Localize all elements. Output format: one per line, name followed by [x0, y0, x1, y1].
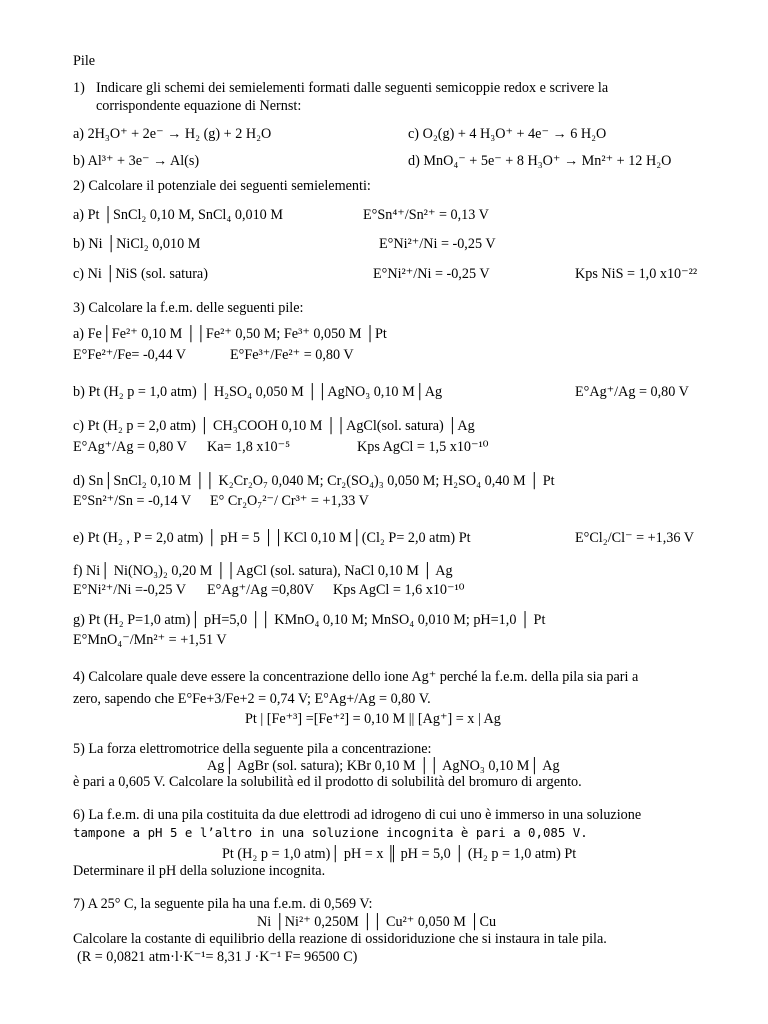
document-title: Pile: [73, 53, 96, 69]
section-3-heading: 3) Calcolare la f.e.m. delle seguenti pile:: [73, 300, 304, 316]
semicell-a: a) Pt │SnCl₂ 0,10 M, SnCl₄ 0,010 M: [73, 207, 283, 223]
section-1-number: 1): [73, 80, 85, 96]
section-5-line-3: è pari a 0,605 V. Calcolare la solubilità ed il prodotto di solubilità del bromuro di argento.: [73, 774, 582, 790]
cell-f-kps: Kps AgCl = 1,6 x10⁻¹⁰: [333, 582, 465, 598]
cell-b-potential: E°Ag⁺/Ag = 0,80 V: [575, 384, 689, 400]
cell-d: d) Sn│SnCl₂ 0,10 M ││ K₂Cr₂O₇ 0,040 M; Cr₂(SO₄)₃ 0,050 M; H₂SO₄ 0,40 M │ Pt: [73, 473, 555, 489]
cell-e: e) Pt (H₂ , P = 2,0 atm) │ pH = 5 ││KCl 0,10 M│(Cl₂ P= 2,0 atm) Pt: [73, 530, 471, 546]
cell-a-potential-2: E°Fe³⁺/Fe²⁺ = 0,80 V: [230, 347, 354, 363]
reaction-b: b) Al³⁺ + 3e⁻ → Al(s): [73, 153, 200, 169]
semicell-c: c) Ni │NiS (sol. satura): [73, 266, 208, 282]
section-6-cell: Pt (H₂ p = 1,0 atm)│ pH = x ║ pH = 5,0 │ (H₂ p = 1,0 atm) Pt: [222, 846, 577, 862]
cell-e-potential: E°Cl₂/Cl⁻ = +1,36 V: [575, 530, 694, 546]
cell-d-potential-1: E°Sn²⁺/Sn = -0,14 V: [73, 493, 192, 509]
semicell-c-standard-potential: E°Ni²⁺/Ni = -0,25 V: [373, 266, 490, 282]
section-5-line-1: 5) La forza elettromotrice della seguente pila a concentrazione:: [73, 741, 432, 757]
section-1-instruction-line-2: corrispondente equazione di Nernst:: [96, 98, 302, 114]
semicell-b: b) Ni │NiCl₂ 0,010 M: [73, 236, 201, 252]
semicell-b-standard-potential: E°Ni²⁺/Ni = -0,25 V: [379, 236, 496, 252]
section-4-line-1: 4) Calcolare quale deve essere la concentrazione dello ione Ag⁺ perché la f.e.m. della pila sia pari a: [73, 669, 639, 685]
section-2-heading: 2) Calcolare il potenziale dei seguenti semielementi:: [73, 178, 371, 194]
semicell-c-kps: Kps NiS = 1,0 x10⁻²²: [575, 266, 698, 282]
section-7-cell: Ni │Ni²⁺ 0,250M ││ Cu²⁺ 0,050 M │Cu: [257, 914, 497, 930]
cell-g-potential: E°MnO₄⁻/Mn²⁺ = +1,51 V: [73, 632, 227, 648]
reaction-d: d) MnO₄⁻ + 5e⁻ + 8 H₃O⁺ → Mn²⁺ + 12 H₂O: [408, 153, 672, 169]
cell-c-kps: Kps AgCl = 1,5 x10⁻¹⁰: [357, 439, 489, 455]
cell-b: b) Pt (H₂ p = 1,0 atm) │ H₂SO₄ 0,050 M ││AgNO₃ 0,10 M│Ag: [73, 384, 443, 400]
cell-a-potential-1: E°Fe²⁺/Fe= -0,44 V: [73, 347, 187, 363]
cell-c-ka: Ka= 1,8 x10⁻⁵: [207, 439, 291, 455]
section-4-line-2: zero, sapendo che E°Fe+3/Fe+2 = 0,74 V; E°Ag+/Ag = 0,80 V.: [73, 691, 431, 707]
cell-f: f) Ni│ Ni(NO₃)₂ 0,20 M ││AgCl (sol. satura), NaCl 0,10 M │ Ag: [73, 563, 453, 579]
cell-f-potential-1: E°Ni²⁺/Ni =-0,25 V: [73, 582, 187, 598]
cell-g: g) Pt (H₂ P=1,0 atm)│ pH=5,0 ││ KMnO₄ 0,10 M; MnSO₄ 0,010 M; pH=1,0 │ Pt: [73, 612, 546, 628]
cell-a: a) Fe│Fe²⁺ 0,10 M ││Fe²⁺ 0,50 M; Fe³⁺ 0,050 M │Pt: [73, 326, 387, 342]
section-1-instruction-line-1: Indicare gli schemi dei semielementi formati dalle seguenti semicoppie redox e scrivere la: [96, 80, 609, 96]
semicell-a-standard-potential: E°Sn⁴⁺/Sn²⁺ = 0,13 V: [363, 207, 489, 223]
section-7-line-1: 7) A 25° C, la seguente pila ha una f.e.m. di 0,569 V:: [73, 896, 373, 912]
section-4-cell: Pt | [Fe⁺³] =[Fe⁺²] = 0,10 M || [Ag⁺] = x | Ag: [245, 711, 501, 727]
section-6-line-2: tampone a pH 5 e l’altro in una soluzione incognita è pari a 0,085 V.: [73, 825, 588, 840]
section-6-line-1: 6) La f.e.m. di una pila costituita da due elettrodi ad idrogeno di cui uno è immerso in una soluzione: [73, 807, 642, 823]
reaction-a: a) 2H₃O⁺ + 2e⁻ → H₂ (g) + 2 H₂O: [73, 126, 272, 142]
cell-c-potential: E°Ag⁺/Ag = 0,80 V: [73, 439, 187, 455]
cell-f-potential-2: E°Ag⁺/Ag =0,80V: [207, 582, 315, 598]
section-5-cell: Ag│ AgBr (sol. satura); KBr 0,10 M ││ AgNO₃ 0,10 M│ Ag: [207, 758, 560, 774]
section-7-line-4: (R = 0,0821 atm·l·K⁻¹= 8,31 J ·K⁻¹ F= 96500 C): [77, 949, 358, 965]
cell-d-potential-2: E° Cr₂O₇²⁻/ Cr³⁺ = +1,33 V: [210, 493, 369, 509]
section-6-line-4: Determinare il pH della soluzione incognita.: [73, 863, 326, 879]
cell-c: c) Pt (H₂ p = 2,0 atm) │ CH₃COOH 0,10 M ││AgCl(sol. satura) │Ag: [73, 418, 475, 434]
reaction-c: c) O₂(g) + 4 H₃O⁺ + 4e⁻ → 6 H₂O: [408, 126, 607, 142]
section-7-line-3: Calcolare la costante di equilibrio della reazione di ossidoriduzione che si instaura in tale pila.: [73, 931, 607, 947]
